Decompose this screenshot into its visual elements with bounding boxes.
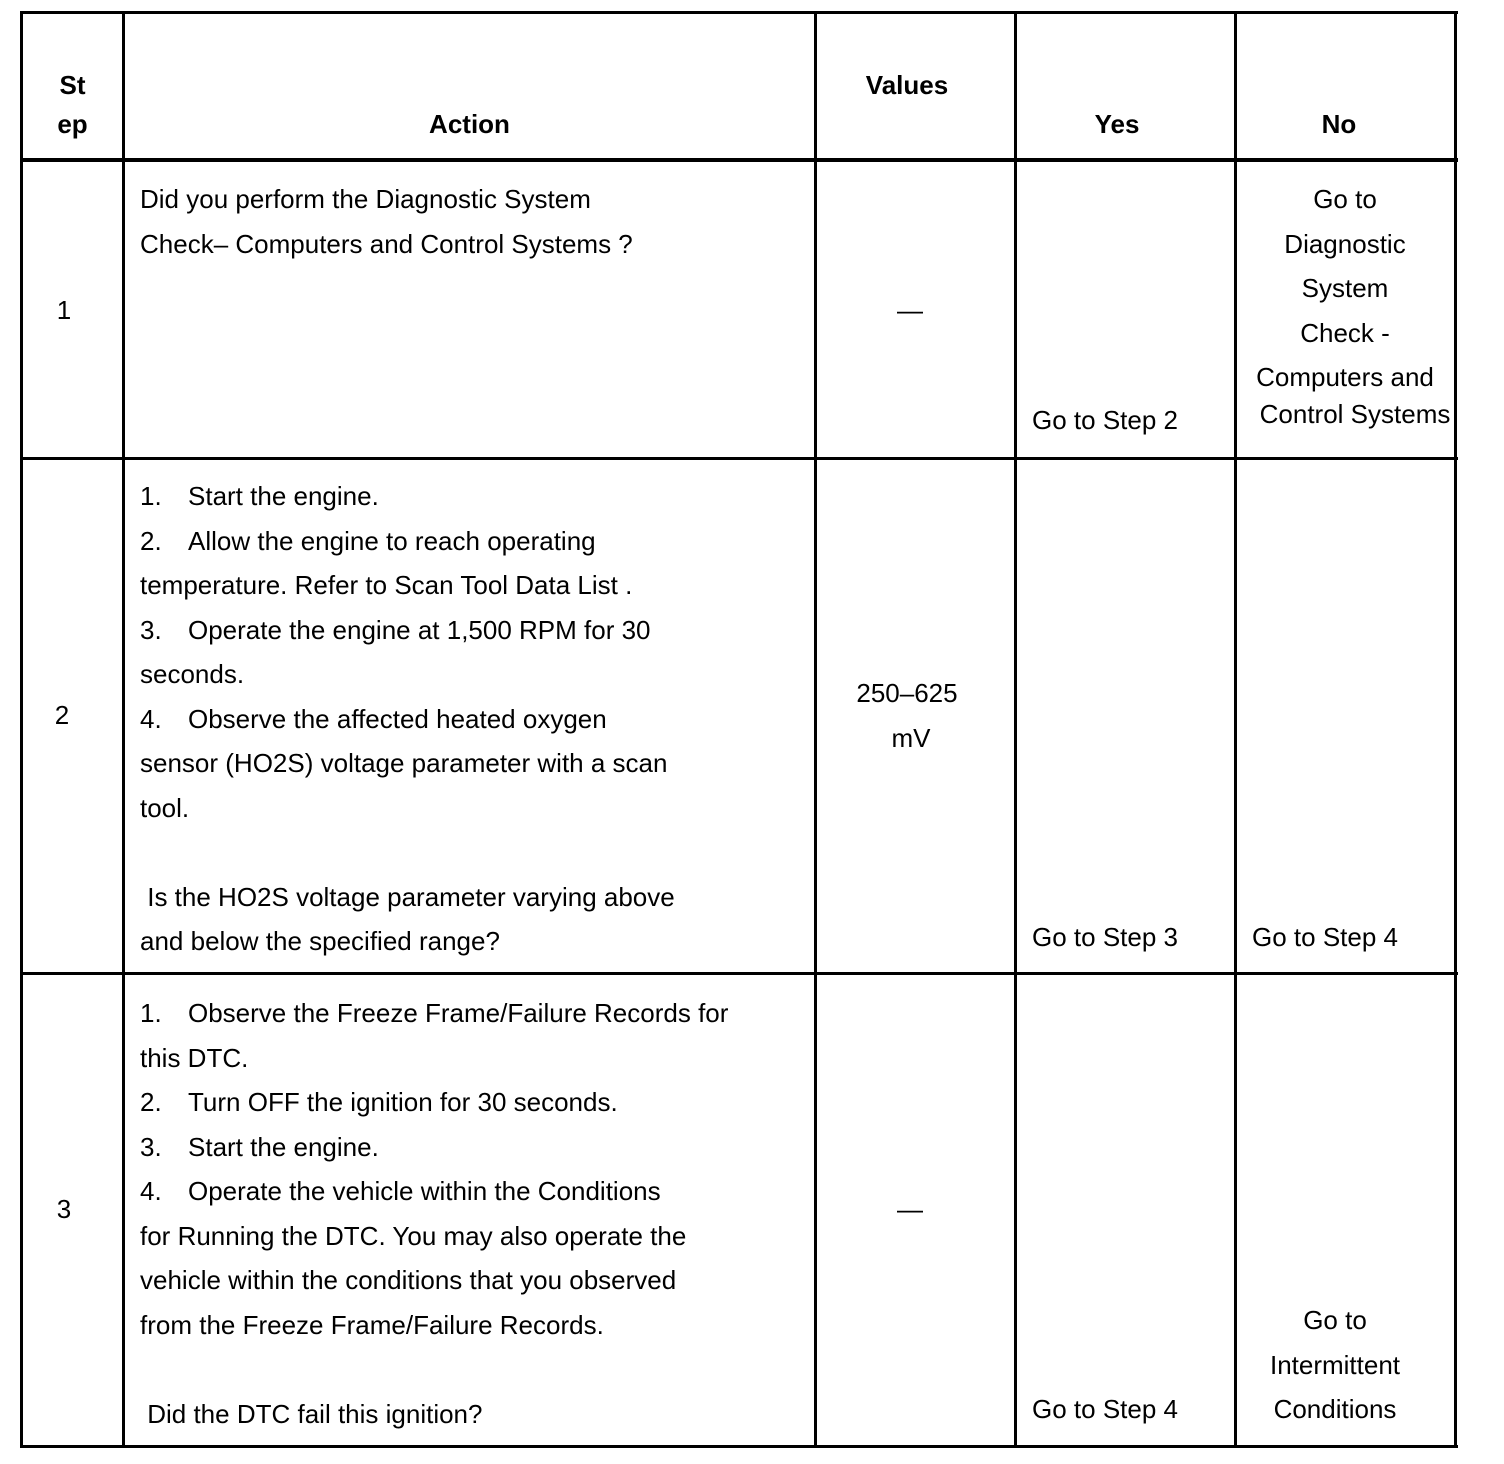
item-number: 2. xyxy=(140,1087,162,1117)
row3-yes: Go to Step 4 xyxy=(1032,1394,1178,1424)
row2-action-item: sensor (HO2S) voltage parameter with a scan xyxy=(140,748,668,778)
blank-line xyxy=(140,830,675,875)
row2-question-line: and below the specified range? xyxy=(140,926,500,956)
row2-step: 2 xyxy=(54,700,70,730)
table-border-bottom xyxy=(20,1445,1458,1448)
header-step-line2: ep xyxy=(57,109,88,139)
row2-action-item xyxy=(140,608,675,653)
item-text: Observe the Freeze Frame/Failure Records for xyxy=(188,998,729,1028)
header-action: Action xyxy=(429,109,510,139)
header-values: Values xyxy=(865,70,949,100)
row1-no-line: Control Systems xyxy=(1259,399,1451,429)
row2-no: Go to Step 4 xyxy=(1252,922,1398,952)
row1-no xyxy=(1237,177,1453,433)
table-border-top xyxy=(20,11,1458,14)
row2-value-line: 250–625 xyxy=(856,678,958,708)
row2-yes: Go to Step 3 xyxy=(1032,922,1178,952)
row2-action-item: tool. xyxy=(140,792,190,823)
item-text: Observe the affected heated oxygen xyxy=(188,703,607,734)
row3-action-item: for Running the DTC. You may also operate the xyxy=(140,1220,687,1251)
row3-action-item: from the Freeze Frame/Failure Records. xyxy=(140,1309,604,1340)
header-step xyxy=(23,66,122,144)
item-number: 4. xyxy=(140,1176,162,1206)
item-number: 1. xyxy=(140,998,162,1028)
row2-value xyxy=(817,671,997,760)
row2-action xyxy=(140,474,675,964)
row3-action xyxy=(140,991,728,1436)
row1-no-line: System xyxy=(1301,273,1389,303)
row1-value: — xyxy=(897,295,923,325)
header-step-line1: St xyxy=(59,70,86,100)
table-border-right xyxy=(1454,11,1457,1448)
item-text: Start the engine. xyxy=(188,481,379,511)
row-divider-1 xyxy=(20,457,1458,460)
row3-no-line: Go to xyxy=(1303,1305,1367,1335)
item-text: Start the engine. xyxy=(188,1131,379,1162)
header-no: No xyxy=(1321,109,1357,139)
row1-action-line: Check– Computers and Control Systems ? xyxy=(140,228,633,259)
row-divider-2 xyxy=(20,972,1458,975)
row1-no-line: Computers and xyxy=(1256,362,1434,392)
row3-step: 3 xyxy=(56,1194,72,1224)
row2-action-item xyxy=(140,519,675,564)
item-text: Turn OFF the ignition for 30 seconds. xyxy=(188,1087,618,1117)
item-text: Operate the engine at 1,500 RPM for 30 xyxy=(188,614,651,645)
row2-action-item xyxy=(140,474,675,519)
item-number: 3. xyxy=(140,614,162,645)
row1-no-line: Go to xyxy=(1313,184,1377,214)
item-number: 3. xyxy=(140,1131,162,1162)
row1-no-line: Check - xyxy=(1300,317,1390,348)
row2-action-item: temperature. Refer to Scan Tool Data List . xyxy=(140,570,633,600)
row3-action-item: vehicle within the conditions that you observed xyxy=(140,1265,677,1295)
header-divider xyxy=(20,158,1458,162)
blank-line xyxy=(140,1347,728,1392)
row1-action xyxy=(140,177,633,266)
row1-action-line: Did you perform the Diagnostic System xyxy=(140,184,591,214)
row2-value-line: mV xyxy=(891,722,931,753)
column-divider-values xyxy=(1014,11,1017,1448)
row1-no-line: Diagnostic xyxy=(1284,228,1406,259)
row2-action-item xyxy=(140,697,675,742)
row3-action-item xyxy=(140,1080,728,1125)
column-divider-step xyxy=(122,11,125,1448)
row3-question: Did the DTC fail this ignition? xyxy=(140,1398,483,1429)
row3-action-item xyxy=(140,1169,728,1214)
row3-no-line: Conditions xyxy=(1273,1394,1397,1424)
item-number: 2. xyxy=(140,525,162,556)
row1-step: 1 xyxy=(56,295,72,325)
row3-action-item: this DTC. xyxy=(140,1042,249,1073)
row3-action-item xyxy=(140,1125,728,1170)
item-number: 4. xyxy=(140,703,162,734)
row3-no-line: Intermittent xyxy=(1269,1349,1401,1380)
row3-value: — xyxy=(897,1194,923,1224)
row3-no xyxy=(1237,1298,1433,1432)
item-text: Operate the vehicle within the Conditions xyxy=(188,1176,661,1206)
row3-action-item xyxy=(140,991,728,1036)
item-text: Allow the engine to reach operating xyxy=(188,525,596,556)
header-yes: Yes xyxy=(1094,109,1140,139)
row1-yes: Go to Step 2 xyxy=(1032,405,1178,435)
row2-action-item: seconds. xyxy=(140,659,245,689)
item-number: 1. xyxy=(140,481,162,511)
row2-question-line: Is the HO2S voltage parameter varying above xyxy=(140,881,675,912)
